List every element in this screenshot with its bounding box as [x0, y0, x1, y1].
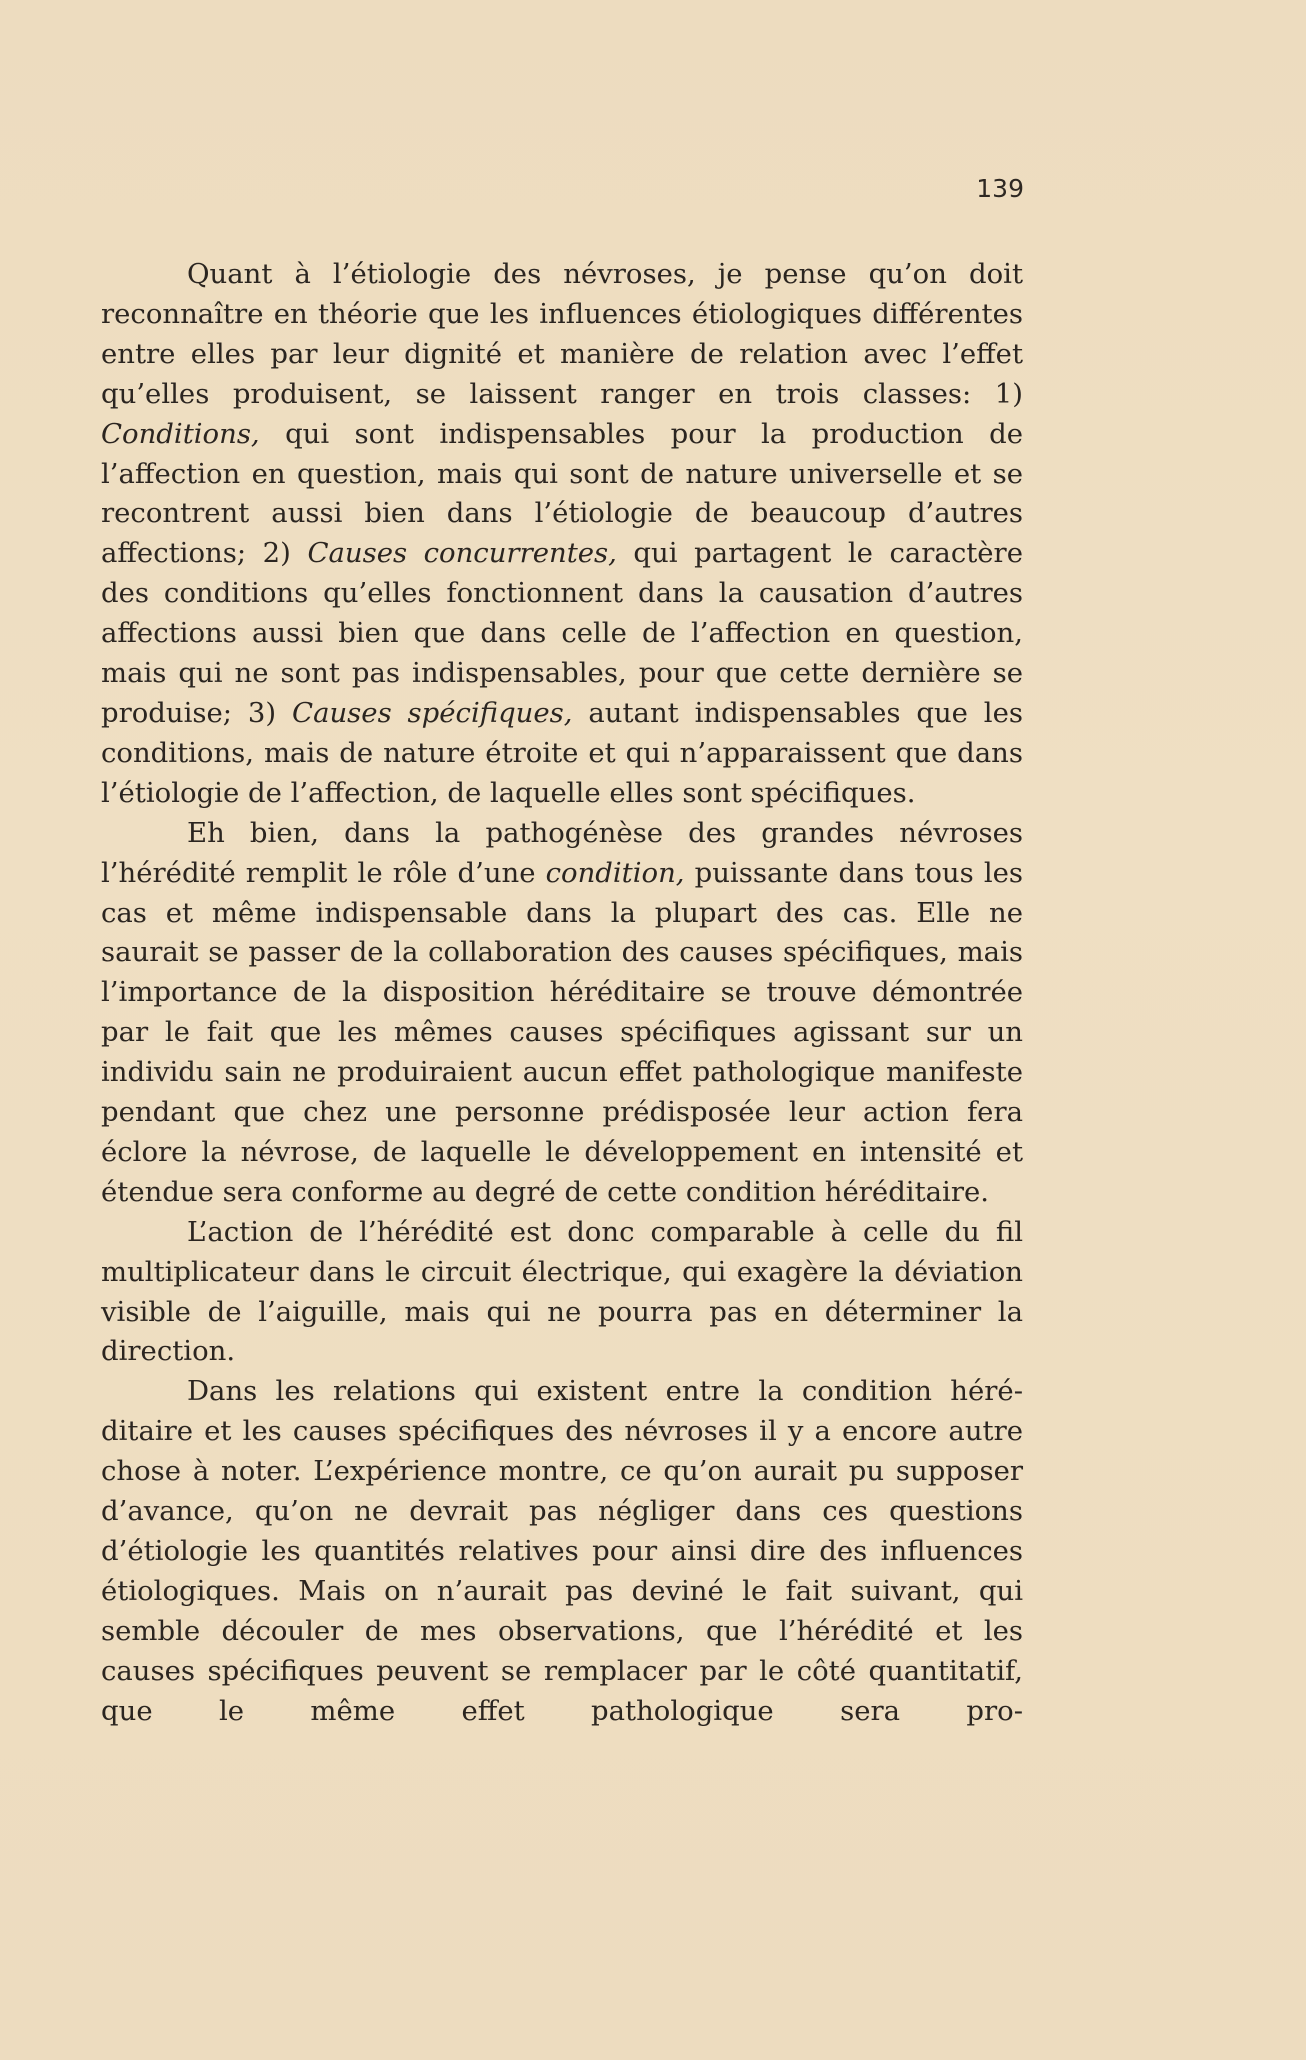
text-run: puissante dans tous les cas et même indispensable dans la plupart des cas. Elle ne saurait se passer de la collaboration des causes spécifiques, mais l’importance de la disposition héréditaire se trouve démontrée par le fait que les mêmes causes spécifiques agissant sur un individu sain ne produiraient aucun effet pathologique manifeste pendant que chez une personne prédisposée leur action fera éclore la névrose, de laquelle le développement en intensité et étendue sera conforme au degré de cette condition héréditaire.	[101, 856, 1024, 1208]
text-run: Quant à l’étiologie des névroses, je pense qu’on doit reconnaître en théorie que les influences étiologiques différentes entre elles par leur dignité et manière de relation avec l’effet qu’elles produisent, se laissent ranger en trois classes: 1)	[101, 258, 1023, 410]
text-run: qui partagent le caractère des conditions qu’elles fonctionnent dans la causation d’autres affections aussi bien que dans celle de l’affection en question, mais qui ne sont pas indispensables, pour que cette dernière se produise; 3)	[101, 537, 1023, 729]
paragraph	[101, 814, 1023, 1213]
italic-term: condition,	[545, 856, 685, 889]
paragraph	[101, 1213, 1023, 1373]
italic-term: Causes spécifiques,	[292, 696, 573, 729]
paragraph	[101, 1372, 1023, 1731]
italic-term: Conditions,	[101, 417, 260, 450]
italic-term: Causes concurrentes,	[307, 537, 617, 570]
text-run: Eh bien, dans la pathogénèse des grandes névroses l’hérédité remplit le rôle d’une	[101, 816, 1023, 889]
paragraph	[101, 255, 1023, 814]
body-text	[101, 255, 1023, 1732]
text-run: Dans les relations qui existent entre la condition héréditaire et les causes spécifiques des névroses il y a encore autre chose à noter. L’expérience montre, ce qu’on aurait pu supposer d’avance, qu’on ne devrait pas négliger dans ces questions d’étiologie les quantités relatives pour ainsi dire des influences étiologiques. Mais on n’aurait pas deviné le fait suivant, qui semble découler de mes observations, que l’hérédité et les causes spécifiques peuvent se remplacer par le côté quantitatif, que le même effet pathologique sera pro-	[101, 1375, 1023, 1727]
page-number: 139	[976, 174, 1024, 203]
text-run: qui sont indispensables pour la production de l’affection en question, mais qui sont de nature universelle et se recontrent aussi bien dans l’étiologie de beaucoup d’autres affections; 2)	[101, 417, 1023, 570]
text-run: L’action de l’hérédité est donc comparable à celle du fil multiplicateur dans le circuit électrique, qui exagère la déviation visible de l’aiguille, mais qui ne pourra pas en déterminer la direction.	[101, 1215, 1023, 1368]
text-run: autant indispensables que les conditions, mais de nature étroite et qui n’apparaissent que dans l’étiologie de l’affection, de laquelle elles sont spécifiques.	[101, 696, 1023, 809]
